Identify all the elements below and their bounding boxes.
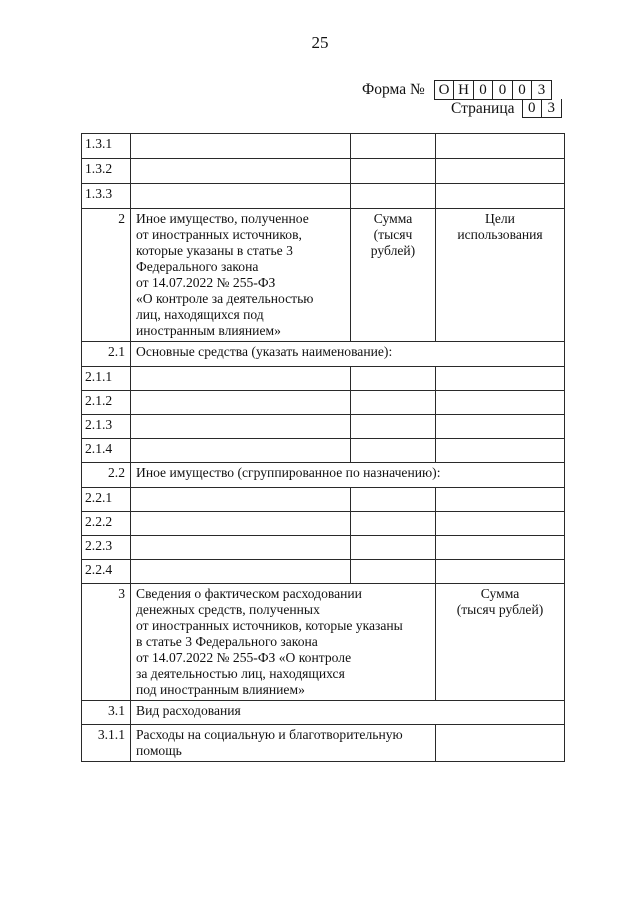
table-row (82, 367, 565, 391)
table-row (82, 439, 565, 463)
text-line: от иностранных источников, которые указаны (136, 618, 403, 633)
page-code-char: 0 (523, 99, 543, 117)
row-number: 1.3.2 (82, 159, 131, 184)
purpose-cell[interactable] (436, 159, 565, 184)
purpose-cell[interactable] (436, 184, 565, 209)
section-3-header (82, 584, 565, 701)
row-number: 1.3.3 (82, 184, 131, 209)
form-code-char: Н (454, 81, 474, 99)
name-cell[interactable] (131, 367, 351, 391)
name-cell[interactable] (131, 512, 351, 536)
form-code-char: 0 (493, 81, 513, 99)
purpose-cell[interactable] (436, 367, 565, 391)
row-number: 2.2.1 (82, 488, 131, 512)
form-code-char: 3 (537, 82, 546, 98)
table-row (82, 512, 565, 536)
text-line: «О контроле за деятельностью (136, 291, 314, 306)
sum-cell[interactable] (351, 159, 436, 184)
row-number: 2 (82, 209, 131, 342)
page-code-char: 3 (547, 100, 555, 116)
form-code-char: О (435, 81, 455, 99)
subsection-3-1 (82, 701, 565, 725)
row-number: 2.1.2 (82, 391, 131, 415)
text-line: Иное имущество, полученное (136, 211, 309, 226)
text-line: лиц, находящихся под (136, 307, 264, 322)
text-line: под иностранным влиянием» (136, 682, 305, 697)
name-cell[interactable] (131, 560, 351, 584)
table-row (82, 391, 565, 415)
purpose-cell[interactable] (436, 415, 565, 439)
purpose-cell[interactable] (436, 512, 565, 536)
form-code-char: 0 (474, 81, 494, 99)
form-code-boxes (434, 80, 552, 100)
sum-cell[interactable] (351, 488, 436, 512)
name-cell[interactable] (131, 415, 351, 439)
purpose-cell[interactable] (436, 134, 565, 159)
purpose-column-header (436, 209, 565, 342)
subsection-label: Вид расходования (131, 701, 565, 725)
table-row (82, 134, 565, 159)
sum-cell[interactable] (351, 184, 436, 209)
form-number (362, 80, 552, 100)
table-row (82, 415, 565, 439)
table-row (82, 184, 565, 209)
section-3-title (131, 584, 436, 701)
table-row (82, 560, 565, 584)
row-number: 2.2.3 (82, 536, 131, 560)
text-line: от 14.07.2022 № 255-ФЗ «О контроле (136, 650, 352, 665)
sum-cell[interactable] (351, 560, 436, 584)
sum-cell[interactable] (351, 367, 436, 391)
sum-cell[interactable] (436, 725, 565, 762)
name-cell[interactable] (131, 184, 351, 209)
page-code-boxes (522, 99, 562, 118)
text-line: Расходы на социальную и благотворительную (136, 727, 403, 742)
text-line: Сведения о фактическом расходовании (136, 586, 362, 601)
subsection-label: Иное имущество (сгруппированное по назначению): (131, 463, 565, 488)
report-table (81, 133, 565, 762)
row-number: 2.1.4 (82, 439, 131, 463)
page-number: 25 (311, 33, 329, 52)
text-line: денежных средств, полученных (136, 602, 320, 617)
sum-cell[interactable] (351, 391, 436, 415)
row-number: 2.2.4 (82, 560, 131, 584)
row-number: 2.1.3 (82, 415, 131, 439)
expense-type-cell (131, 725, 436, 762)
row-number: 3.1 (82, 701, 131, 725)
text-line: иностранным влиянием» (136, 323, 281, 338)
name-cell[interactable] (131, 488, 351, 512)
form-code-char: 0 (513, 81, 533, 99)
text-line: использования (457, 227, 543, 242)
row-number: 2.1.1 (82, 367, 131, 391)
purpose-cell[interactable] (436, 536, 565, 560)
row-number: 2.2.2 (82, 512, 131, 536)
text-line: Сумма (373, 211, 413, 226)
text-line: за деятельностью лиц, находящихся (136, 666, 345, 681)
sum-cell[interactable] (351, 439, 436, 463)
sum-column-header (436, 584, 565, 701)
name-cell[interactable] (131, 536, 351, 560)
table-row (82, 488, 565, 512)
section-2-title (131, 209, 351, 342)
text-line: Сумма (480, 586, 520, 601)
sum-cell[interactable] (351, 134, 436, 159)
subsection-2-1 (82, 342, 565, 367)
text-line: (тысяч (373, 227, 413, 242)
name-cell[interactable] (131, 134, 351, 159)
name-cell[interactable] (131, 159, 351, 184)
table-row (82, 725, 565, 762)
page-label: Страница (451, 99, 515, 117)
sum-cell[interactable] (351, 536, 436, 560)
sum-cell[interactable] (351, 512, 436, 536)
sum-cell[interactable] (351, 415, 436, 439)
section-2-header (82, 209, 565, 342)
text-line: от 14.07.2022 № 255-ФЗ (136, 275, 276, 290)
purpose-cell[interactable] (436, 391, 565, 415)
row-number: 2.1 (82, 342, 131, 367)
row-number: 3.1.1 (82, 725, 131, 762)
row-number: 2.2 (82, 463, 131, 488)
form-number-label: Форма № (362, 81, 425, 98)
text-line: рублей) (370, 243, 416, 258)
row-number: 1.3.1 (82, 134, 131, 159)
sum-column-header (351, 209, 436, 342)
row-number: 3 (82, 584, 131, 701)
page-indicator (451, 99, 562, 118)
purpose-cell[interactable] (436, 439, 565, 463)
table-row (82, 536, 565, 560)
table-row (82, 159, 565, 184)
text-line: которые указаны в статье 3 (136, 243, 293, 258)
text-line: Федерального закона (136, 259, 259, 274)
text-line: помощь (136, 743, 182, 758)
name-cell[interactable] (131, 439, 351, 463)
purpose-cell[interactable] (436, 488, 565, 512)
text-line: в статье 3 Федерального закона (136, 634, 318, 649)
purpose-cell[interactable] (436, 560, 565, 584)
subsection-label: Основные средства (указать наименование): (131, 342, 565, 367)
text-line: от иностранных источников, (136, 227, 302, 242)
text-line: (тысяч рублей) (456, 602, 544, 617)
text-line: Цели (485, 211, 515, 226)
subsection-2-2 (82, 463, 565, 488)
name-cell[interactable] (131, 391, 351, 415)
